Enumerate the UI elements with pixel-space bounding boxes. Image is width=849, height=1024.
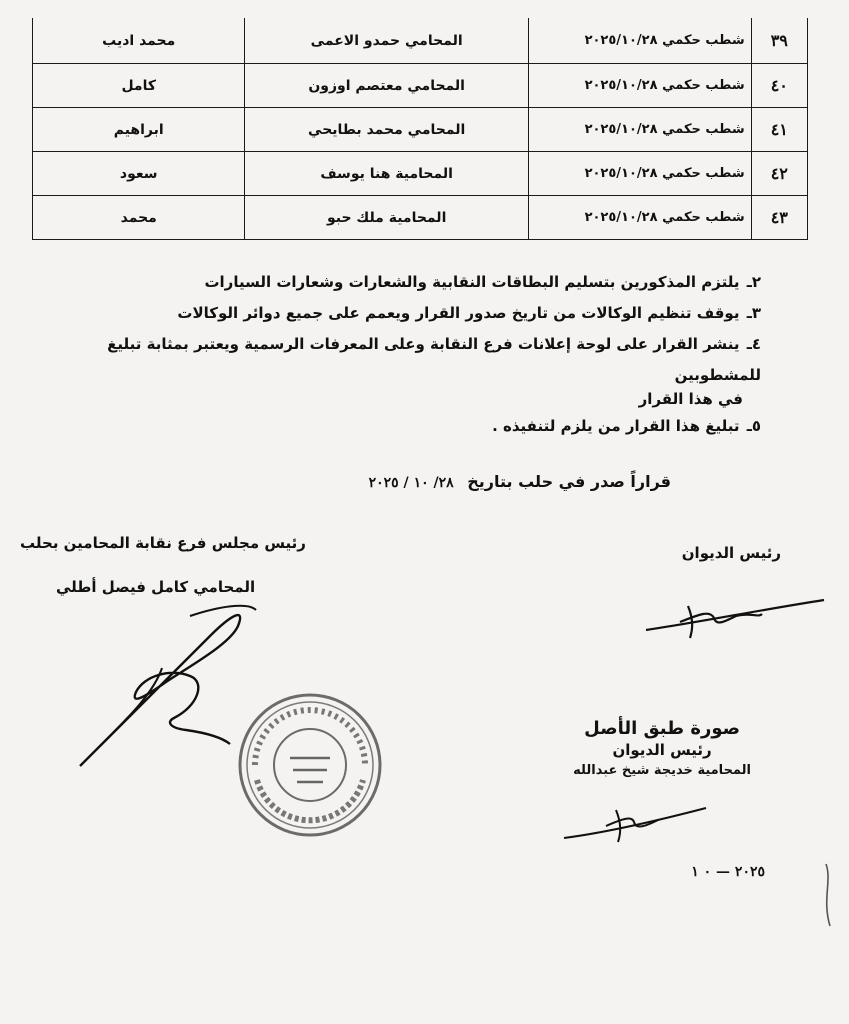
row-status: شطب حكمي ٢٠٢٥/١٠/٢٨ xyxy=(528,196,751,240)
clause-4: ٤ـ ينشر القرار على لوحة إعلانات فرع النقابة وعلى المعرفات الرسمية ويعتبر بمثابة تبليغ للمشطوبين في هذا القرار xyxy=(107,335,761,408)
branch-president-name: المحامي كامل فيصل أطلي xyxy=(56,578,256,596)
row-father-name: كامل xyxy=(33,64,245,108)
binding-mark xyxy=(818,860,840,930)
row-lawyer-name: المحامية هنا يوسف xyxy=(245,152,528,196)
row-lawyer-name: المحامي محمد بطايحي xyxy=(245,108,528,152)
true-copy-certification xyxy=(573,718,751,778)
decision-clauses xyxy=(71,267,761,442)
table-row xyxy=(33,18,808,64)
row-number: ٤٣ xyxy=(751,196,807,240)
divan-head-title: رئيس الديوان xyxy=(681,544,781,562)
true-copy-label: صورة طبق الأصل xyxy=(584,718,741,739)
certifier-name: المحامية خديجة شيخ عبدالله xyxy=(573,763,751,778)
clause-2: ٢ـ يلتزم المذكورين بتسليم البطاقات النقابية والشعارات وشعارات السيارات xyxy=(204,273,761,291)
issue-date: ٢٨/ ١٠ / ٢٠٢٥ xyxy=(368,475,454,491)
clause-3: ٣ـ يوقف تنظيم الوكالات من تاريخ صدور القرار ويعمم على جميع دوائر الوكالات xyxy=(177,304,761,322)
row-status: شطب حكمي ٢٠٢٥/١٠/٢٨ xyxy=(528,64,751,108)
row-father-name: محمد xyxy=(33,196,245,240)
row-number: ٤٠ xyxy=(751,64,807,108)
issue-label: قراراً صدر في حلب بتاريخ xyxy=(467,472,671,491)
row-status: شطب حكمي ٢٠٢٥/١٠/٢٨ xyxy=(528,152,751,196)
table-row xyxy=(33,64,808,108)
issue-statement xyxy=(369,472,671,491)
bar-association-stamp xyxy=(235,690,385,840)
certification-date: ٢٠٢٥ — ٠ ١ xyxy=(691,864,765,880)
table-row xyxy=(33,152,808,196)
branch-president-title: رئيس مجلس فرع نقابة المحامين بحلب xyxy=(20,534,306,552)
table-row xyxy=(33,196,808,240)
row-father-name: سعود xyxy=(33,152,245,196)
struck-lawyers-table xyxy=(32,18,808,240)
row-number: ٣٩ xyxy=(751,18,807,64)
row-status: شطب حكمي ٢٠٢٥/١٠/٢٨ xyxy=(528,18,751,64)
divan-head-signature xyxy=(640,592,830,642)
row-number: ٤١ xyxy=(751,108,807,152)
certifier-signature xyxy=(560,800,710,844)
row-father-name: ابراهيم xyxy=(33,108,245,152)
branch-president-signature xyxy=(70,596,260,776)
row-lawyer-name: المحامي حمدو الاعمى xyxy=(245,18,528,64)
row-number: ٤٢ xyxy=(751,152,807,196)
row-lawyer-name: المحامية ملك حبو xyxy=(245,196,528,240)
row-lawyer-name: المحامي معتصم اوزون xyxy=(245,64,528,108)
table-row xyxy=(33,108,808,152)
clause-5: ٥ـ تبليغ هذا القرار من يلزم لتنفيذه . xyxy=(492,417,761,435)
divan-head-label: رئيس الديوان xyxy=(612,741,712,759)
row-father-name: محمد اديب xyxy=(33,18,245,64)
row-status: شطب حكمي ٢٠٢٥/١٠/٢٨ xyxy=(528,108,751,152)
